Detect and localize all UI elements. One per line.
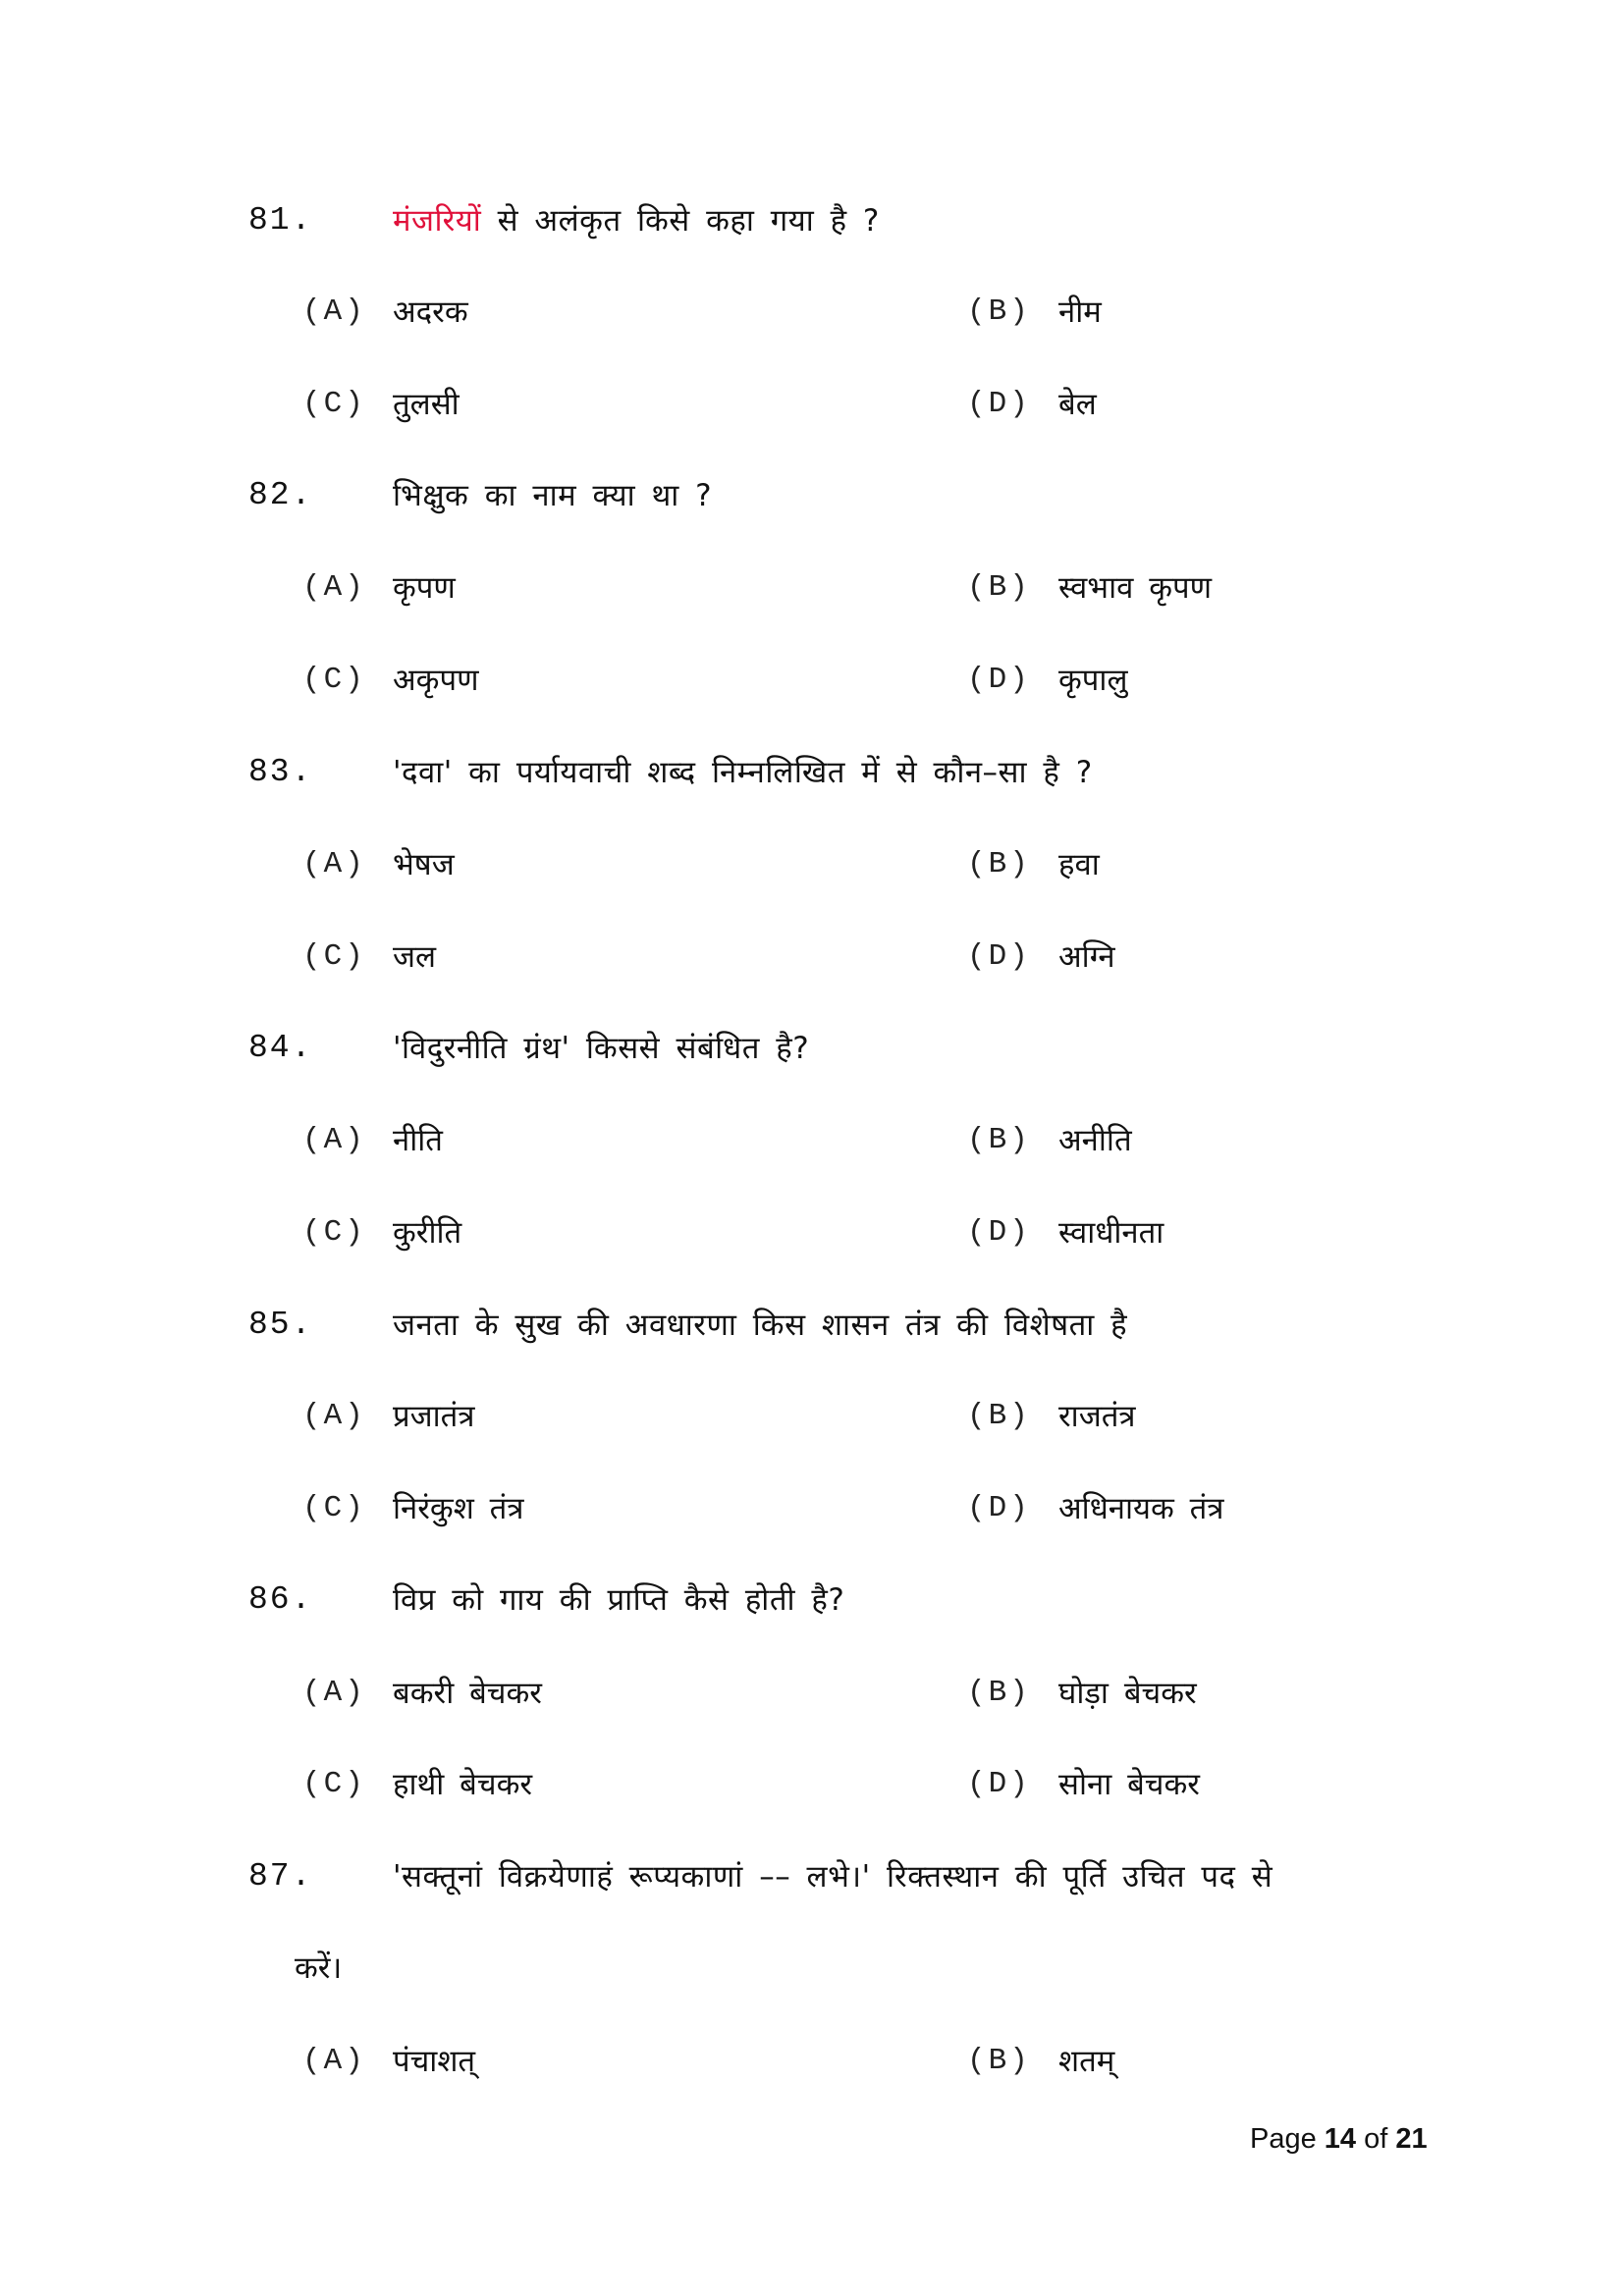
question-text bbox=[393, 196, 880, 245]
option-c: कुरीति bbox=[393, 1215, 462, 1251]
question-text: 'विदुरनीति ग्रंथ' किससे संबंधित है? bbox=[393, 1031, 810, 1066]
option-label-c: (C) bbox=[302, 387, 366, 421]
option-label-b: (B) bbox=[967, 570, 1031, 605]
option-label-d: (D) bbox=[967, 1215, 1031, 1250]
page-prefix: Page bbox=[1250, 2123, 1325, 2155]
question-text-continued: करें। bbox=[295, 1950, 343, 1986]
option-label-c: (C) bbox=[302, 663, 366, 697]
question-text: 'सक्तूनां विक्रयेणाहं रूप्यकाणां –– लभे।' रिक्तस्थान की पूर्ति उचित पद से bbox=[393, 1859, 1273, 1895]
option-b: अनीति bbox=[1058, 1123, 1132, 1158]
question-number: 86. bbox=[248, 1581, 313, 1618]
option-label-b: (B) bbox=[967, 1399, 1031, 1433]
option-label-d: (D) bbox=[967, 939, 1031, 974]
option-b: स्वभाव कृपण bbox=[1058, 570, 1213, 606]
option-c: हाथी बेचकर bbox=[393, 1767, 533, 1802]
question-number: 84. bbox=[248, 1030, 313, 1066]
option-b: राजतंत्र bbox=[1058, 1399, 1136, 1434]
option-label-b: (B) bbox=[967, 2044, 1031, 2078]
question-number: 83. bbox=[248, 754, 313, 790]
option-label-c: (C) bbox=[302, 1215, 366, 1250]
option-c: तुलसी bbox=[393, 387, 460, 422]
option-label-a: (A) bbox=[302, 1123, 366, 1157]
option-b: हवा bbox=[1058, 847, 1100, 882]
option-label-c: (C) bbox=[302, 939, 366, 974]
option-label-a: (A) bbox=[302, 570, 366, 605]
option-a: कृपण bbox=[393, 570, 456, 606]
option-a: भेषज bbox=[393, 847, 455, 882]
question-text: विप्र को गाय की प्राप्ति कैसे होती है? bbox=[393, 1582, 845, 1618]
question-text: भिक्षुक का नाम क्या था ? bbox=[393, 478, 713, 513]
option-d: सोना बेचकर bbox=[1058, 1767, 1200, 1802]
option-d: बेल bbox=[1058, 387, 1097, 422]
option-a: प्रजातंत्र bbox=[393, 1399, 475, 1434]
option-label-a: (A) bbox=[302, 294, 366, 329]
question-number: 82. bbox=[248, 477, 313, 513]
option-label-a: (A) bbox=[302, 847, 366, 881]
option-c: निरंकुश तंत्र bbox=[393, 1491, 524, 1526]
option-label-d: (D) bbox=[967, 1491, 1031, 1525]
option-label-a: (A) bbox=[302, 1676, 366, 1710]
question-text: 'दवा' का पर्यायवाची शब्द निम्नलिखित में से कौन–सा है ? bbox=[393, 755, 1093, 790]
question-number: 81. bbox=[248, 202, 313, 239]
option-b: घोड़ा बेचकर bbox=[1058, 1676, 1197, 1711]
option-d: कृपालु bbox=[1058, 663, 1128, 698]
option-a: बकरी बेचकर bbox=[393, 1676, 542, 1711]
current-page: 14 bbox=[1324, 2123, 1357, 2155]
option-label-d: (D) bbox=[967, 387, 1031, 421]
option-a: नीति bbox=[393, 1123, 443, 1158]
option-label-b: (B) bbox=[967, 847, 1031, 881]
option-label-b: (B) bbox=[967, 1676, 1031, 1710]
option-a: पंचाशत् bbox=[393, 2044, 476, 2079]
option-label-c: (C) bbox=[302, 1767, 366, 1801]
option-label-b: (B) bbox=[967, 1123, 1031, 1157]
question-number: 87. bbox=[248, 1858, 313, 1895]
option-label-b: (B) bbox=[967, 294, 1031, 329]
option-d: अधिनायक तंत्र bbox=[1058, 1491, 1224, 1526]
question-text-rest: से अलंकृत किसे कहा गया है ? bbox=[481, 203, 880, 239]
option-c: अकृपण bbox=[393, 663, 479, 698]
page-separator: of bbox=[1356, 2123, 1396, 2155]
option-c: जल bbox=[393, 939, 437, 975]
option-b: नीम bbox=[1058, 294, 1102, 330]
option-b: शतम् bbox=[1058, 2044, 1115, 2079]
option-a: अदरक bbox=[393, 294, 468, 330]
question-number: 85. bbox=[248, 1307, 313, 1343]
question-text: जनता के सुख की अवधारणा किस शासन तंत्र की विशेषता है bbox=[393, 1308, 1128, 1343]
option-label-d: (D) bbox=[967, 1767, 1031, 1801]
option-label-a: (A) bbox=[302, 1399, 366, 1433]
option-label-a: (A) bbox=[302, 2044, 366, 2078]
highlighted-word: मंजरियों bbox=[393, 203, 482, 239]
option-label-c: (C) bbox=[302, 1491, 366, 1525]
option-d: अग्नि bbox=[1058, 939, 1115, 975]
option-label-d: (D) bbox=[967, 663, 1031, 697]
option-d: स्वाधीनता bbox=[1058, 1215, 1164, 1251]
page-number-footer bbox=[1250, 2123, 1428, 2156]
total-pages: 21 bbox=[1395, 2123, 1428, 2155]
